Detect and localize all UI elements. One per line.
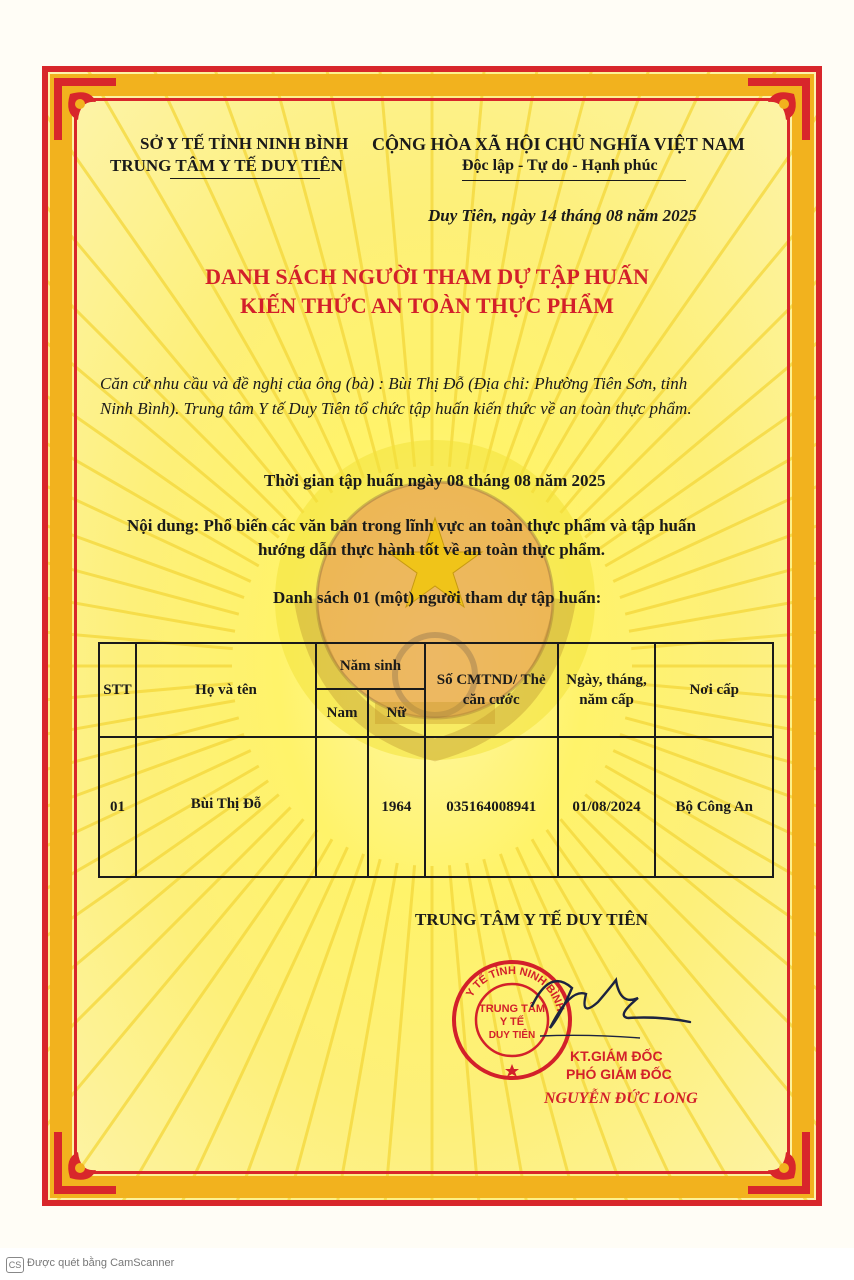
motto-underline — [462, 180, 686, 181]
header-stt: STT — [99, 643, 136, 737]
intro-paragraph-line2: Ninh Bình). Trung tâm Y tế Duy Tiên tổ chức tập huấn kiến thức về an toàn thực phẩm. — [100, 399, 692, 418]
header-name: Họ và tên — [136, 643, 316, 737]
signing-organization: TRUNG TÂM Y TẾ DUY TIÊN — [415, 910, 648, 929]
seal-center-line1: TRUNG TÂM — [479, 1003, 545, 1015]
seal-ring-text: Y TẾ TỈNH NINH BÌNH — [464, 964, 567, 1013]
cell-stt: 01 — [99, 737, 136, 877]
cell-female: 1964 — [368, 737, 425, 877]
national-title: CỘNG HÒA XÃ HỘI CHỦ NGHĨA VIỆT NAM — [372, 134, 745, 154]
header-male: Nam — [316, 689, 368, 737]
header-issued-by: Nơi cấp — [655, 643, 773, 737]
header-female: Nữ — [368, 689, 425, 737]
table-row — [99, 737, 773, 877]
header-id-number: Số CMTND/ Thẻ căn cước — [425, 643, 558, 737]
seal-center-line2: Y TẾ — [499, 1016, 525, 1028]
cell-issue-date: 01/08/2024 — [558, 737, 656, 877]
training-content-line1: Nội dung: Phổ biến các văn bản trong lĩnh vực an toàn thực phẩm và tập huấn — [127, 516, 696, 535]
corner-ornament-icon — [744, 1128, 814, 1198]
signer-title-line2: PHÓ GIÁM ĐỐC — [566, 1066, 672, 1082]
camscanner-text: Được quét bằng CamScanner — [27, 1257, 175, 1269]
national-motto: Độc lập - Tự do - Hạnh phúc — [462, 157, 658, 174]
training-content-line2: hướng dẫn thực hành tốt về an toàn thực phẩm. — [258, 540, 606, 559]
signer-title-line1: KT.GIÁM ĐỐC — [570, 1048, 663, 1064]
camscanner-badge-icon: CS — [6, 1257, 24, 1273]
participant-list-intro: Danh sách 01 (một) người tham dự tập huấn: — [273, 588, 602, 607]
date-line: Duy Tiên, ngày 14 tháng 08 năm 2025 — [428, 206, 697, 225]
header-underline — [170, 178, 320, 179]
seal-center-line3: DUY TIÊN — [488, 1030, 536, 1041]
header-birth-year: Năm sinh — [316, 643, 425, 689]
training-time: Thời gian tập huấn ngày 08 tháng 08 năm 2025 — [264, 471, 606, 490]
cell-issued-by: Bộ Công An — [655, 737, 773, 877]
intro-paragraph-line1: Căn cứ nhu cầu và đề nghị của ông (bà) : Bùi Thị Đỗ (Địa chỉ: Phường Tiên Sơn, tỉnh — [100, 374, 688, 393]
cell-name: Bùi Thị Đỗ — [136, 737, 316, 877]
cell-male — [316, 737, 368, 877]
corner-ornament-icon — [744, 74, 814, 144]
agency-name: SỞ Y TẾ TỈNH NINH BÌNH — [140, 134, 349, 153]
cell-id-number: 035164008941 — [425, 737, 558, 877]
document-title: DANH SÁCH NGƯỜI THAM DỰ TẬP HUẤN — [205, 264, 649, 289]
header-issue-date: Ngày, tháng, năm cấp — [558, 643, 656, 737]
handwritten-signature — [520, 958, 700, 1058]
corner-ornament-icon — [50, 1128, 120, 1198]
document-subtitle: KIẾN THỨC AN TOÀN THỰC PHẨM — [240, 293, 614, 318]
corner-ornament-icon — [50, 74, 120, 144]
center-name: TRUNG TÂM Y TẾ DUY TIÊN — [110, 156, 343, 175]
participant-table — [98, 642, 774, 878]
scanner-footer — [0, 1248, 854, 1280]
signer-name: NGUYỄN ĐỨC LONG — [544, 1090, 698, 1107]
